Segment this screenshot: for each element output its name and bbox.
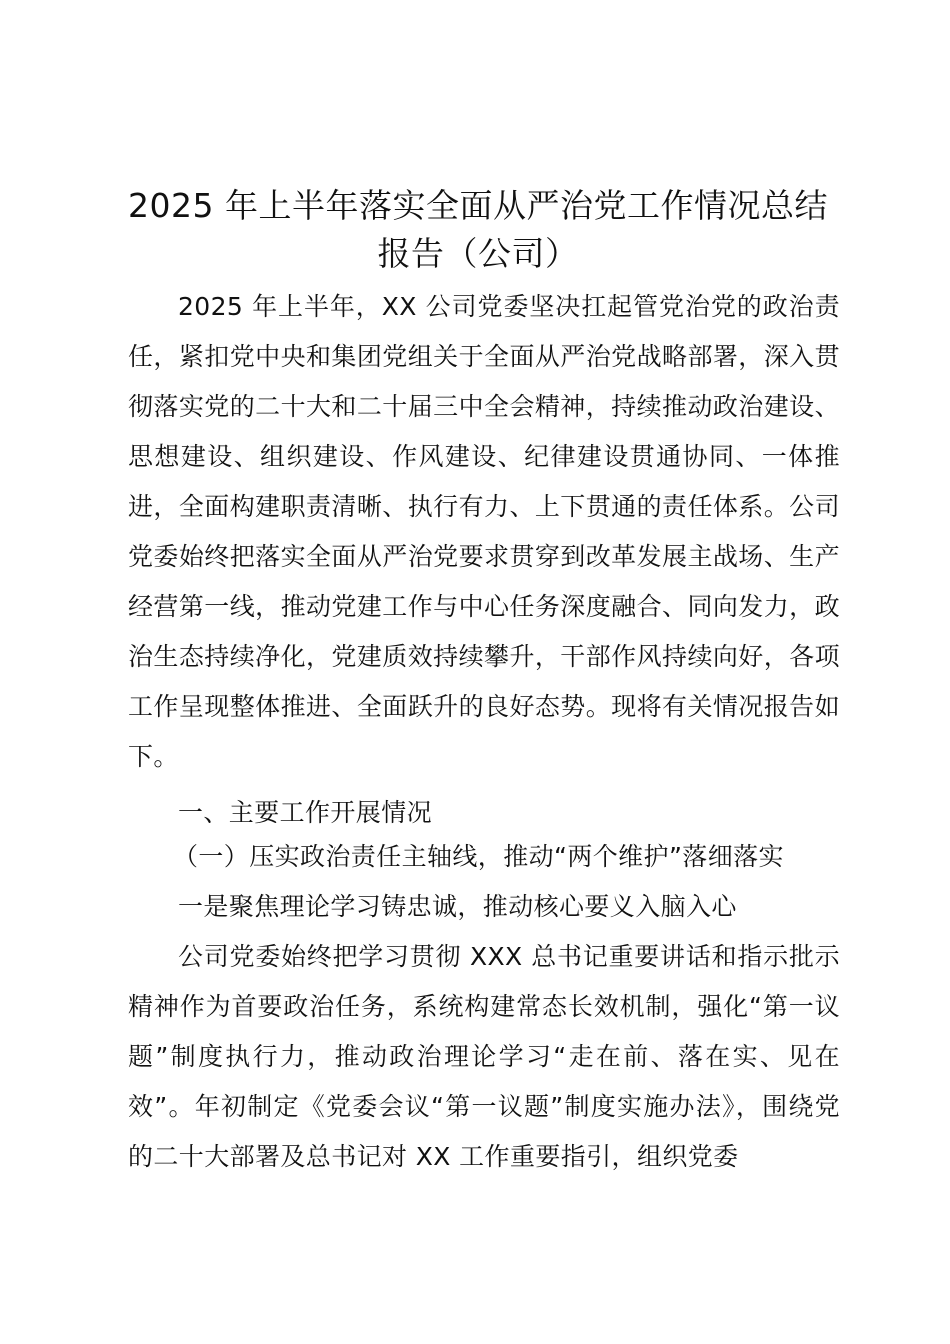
paragraph-theory-study: 公司党委始终把学习贯彻 XXX 总书记重要讲话和指示批示精神作为首要政治任务，系统构建常态长效机制，强化“第一议题”制度执行力，推动政治理论学习“走在前、落在实、见在效”。年初制定《党委会议“第一议题”制度实施办法》，围绕党的二十大部署及总书记对 XX 工作重要指引，组织党委 <box>128 942 840 1171</box>
subsection-heading-political-responsibility: （一）压实政治责任主轴线，推动“两个维护”落细落实 <box>173 842 784 871</box>
section-heading-main-work: 一、主要工作开展情况 <box>178 798 433 827</box>
paragraph-intro: 2025 年上半年，XX 公司党委坚决扛起管党治党的政治责任，紧扣党中央和集团党组关于全面从严治党战略部署，深入贯彻落实党的二十大和二十届三中全会精神，持续推动政治建设、思想建设、组织建设、作风建设、纪律建设贯通协同、一体推进，全面构建职责清晰、执行有力、上下贯通的责任体系。公司党委始终把落实全面从严治党要求贯穿到改革发展主战场、生产经营第一线，推动党建工作与中心任务深度融合、同向发力，政治生态持续净化，党建质效持续攀升，干部作风持续向好，各项工作呈现整体推进、全面跃升的良好态势。现将有关情况报告如下。 <box>128 292 840 771</box>
document-body <box>128 282 840 1182</box>
document-title: 2025 年上半年落实全面从严治党工作情况总结报告（公司） <box>128 186 828 273</box>
point-heading-theory-study: 一是聚焦理论学习铸忠诚，推动核心要义入脑入心 <box>178 892 737 921</box>
